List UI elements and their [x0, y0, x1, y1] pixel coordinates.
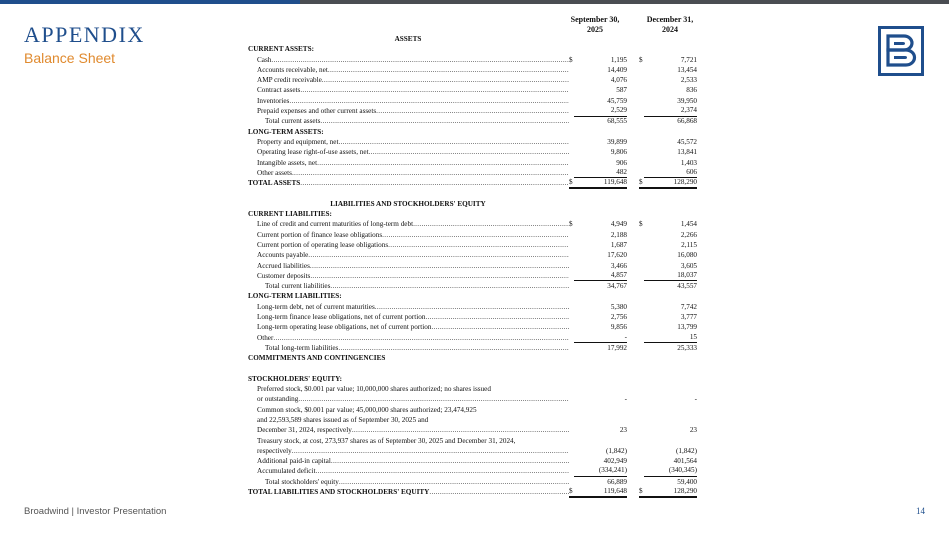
table-row	[248, 127, 703, 137]
value-dec-2024: 3,777	[680, 313, 697, 322]
value-sep-2025: 66,889	[607, 477, 627, 486]
table-row	[248, 65, 703, 75]
value-sep-2025: 2,529	[574, 106, 627, 117]
row-label: STOCKHOLDERS' EQUITY:	[248, 374, 343, 383]
value-dec-2024: 18,037	[644, 271, 697, 282]
row-label: Property and equipment, net .....	[257, 137, 569, 147]
table-row	[248, 374, 703, 384]
dollar-sign: $	[569, 487, 575, 498]
value-dec-2024: (1,842)	[676, 446, 697, 455]
value-sep-2025: 17,992	[607, 343, 627, 352]
value-dec-2024: 2,533	[680, 76, 697, 85]
table-row	[248, 456, 703, 466]
value-dec-2024: 39,950	[677, 96, 697, 105]
table-row	[248, 353, 703, 363]
footer-text: Broadwind | Investor Presentation	[24, 506, 167, 517]
row-spacer	[248, 364, 703, 374]
value-dec-2024: 16,080	[677, 251, 697, 260]
value-sep-2025: 4,076	[610, 76, 627, 85]
value-dec-2024: 1,403	[680, 158, 697, 167]
table-row	[248, 178, 703, 188]
value-sep-2025: 587	[616, 86, 627, 95]
row-label: respectively .....	[257, 446, 569, 456]
dollar-sign: $	[569, 55, 573, 64]
table-row	[248, 147, 703, 157]
row-label: CURRENT LIABILITIES:	[248, 210, 332, 219]
row-label: Long-term operating lease obligations, net of current portion .....	[257, 322, 569, 332]
value-dec-2024: 2,115	[681, 240, 697, 249]
row-label: Long-term finance lease obligations, net of current portion .....	[257, 312, 569, 322]
table-row	[248, 415, 703, 425]
value-dec-2024: 23	[689, 426, 697, 435]
value-dec-2024: 25,333	[677, 343, 697, 352]
value-sep-2025: 906	[616, 158, 627, 167]
value-sep-2025: 68,555	[607, 117, 627, 126]
value-dec-2024: 7,742	[680, 302, 697, 311]
value-sep-2025: 1,687	[610, 240, 627, 249]
row-label: Total current assets .....	[265, 116, 569, 126]
value-sep-2025: 9,856	[610, 323, 627, 332]
dollar-sign: $	[569, 220, 573, 229]
row-label: Other assets .....	[257, 168, 569, 178]
table-row	[248, 116, 703, 126]
table-row	[248, 487, 703, 497]
table-row	[248, 250, 703, 260]
column-header-dec-2024: December 31, 2024	[646, 15, 694, 34]
row-label: and 22,593,589 shares issued as of September 30, 2025 and	[257, 415, 429, 424]
table-row	[248, 333, 703, 343]
row-label: TOTAL LIABILITIES AND STOCKHOLDERS' EQUITY .....	[248, 487, 569, 497]
table-row	[248, 405, 703, 415]
dollar-sign: $	[639, 178, 645, 189]
value-sep-2025: -	[624, 395, 627, 404]
value-sep-2025: 2,188	[610, 230, 627, 239]
value-dec-2024: 2,374	[644, 106, 697, 117]
value-dec-2024: (340,345)	[644, 466, 697, 477]
value-dec-2024: 1,454	[680, 220, 697, 229]
table-row	[248, 271, 703, 281]
row-label: Common stock, $0.001 par value; 45,000,000 shares authorized; 23,474,925	[257, 405, 477, 414]
value-dec-2024: 128,290	[644, 178, 697, 189]
row-label: Other .....	[257, 333, 569, 343]
value-sep-2025: 14,409	[607, 65, 627, 74]
value-dec-2024: 45,572	[677, 137, 697, 146]
table-row	[248, 230, 703, 240]
page-title: APPENDIX	[24, 22, 145, 47]
value-sep-2025: 119,648	[574, 487, 627, 498]
value-sep-2025: 4,857	[574, 271, 627, 282]
value-sep-2025: 17,620	[607, 251, 627, 260]
row-label: Accounts payable .....	[257, 250, 569, 260]
dollar-sign: $	[569, 178, 575, 189]
row-label: Customer deposits .....	[257, 271, 569, 281]
table-row	[248, 446, 703, 456]
row-label: Long-term debt, net of current maturities .....	[257, 302, 569, 312]
value-sep-2025: 402,949	[603, 457, 627, 466]
table-row	[248, 425, 703, 435]
table-row	[248, 394, 703, 404]
balance-sheet-table	[248, 34, 703, 497]
value-dec-2024: 13,454	[677, 65, 697, 74]
value-sep-2025: 3,466	[610, 261, 627, 270]
row-label: Treasury stock, at cost, 273,937 shares as of September 30, 2025 and December 31, 2024,	[257, 436, 516, 445]
table-row	[248, 85, 703, 95]
table-row	[248, 34, 703, 44]
value-dec-2024: 66,868	[677, 117, 697, 126]
table-row	[248, 436, 703, 446]
value-dec-2024: 7,721	[680, 55, 697, 64]
table-row	[248, 96, 703, 106]
value-dec-2024: 836	[686, 86, 697, 95]
row-label: Total stockholders' equity .....	[265, 477, 569, 487]
row-label: Current portion of finance lease obligations .....	[257, 230, 569, 240]
table-row	[248, 106, 703, 116]
row-label: LIABILITIES AND STOCKHOLDERS' EQUITY	[330, 199, 486, 208]
column-header-sep-2025: September 30, 2025	[570, 15, 620, 34]
row-label: Additional paid-in capital .....	[257, 456, 569, 466]
table-row	[248, 261, 703, 271]
table-row	[248, 384, 703, 394]
value-sep-2025: 23	[619, 426, 627, 435]
value-dec-2024: -	[694, 395, 697, 404]
table-row	[248, 240, 703, 250]
row-label: Total current liabilities .....	[265, 281, 569, 291]
row-label: Accumulated deficit .....	[257, 466, 569, 476]
table-row	[248, 75, 703, 85]
value-dec-2024: 128,290	[644, 487, 697, 498]
table-row	[248, 209, 703, 219]
table-row	[248, 312, 703, 322]
row-label: Accrued liabilities .....	[257, 261, 569, 271]
row-label: AMP credit receivable .....	[257, 75, 569, 85]
company-monogram-icon	[878, 26, 924, 76]
value-dec-2024: 606	[644, 168, 697, 179]
value-dec-2024: 401,564	[673, 457, 697, 466]
value-sep-2025: 39,899	[607, 137, 627, 146]
row-label: LONG-TERM ASSETS:	[248, 127, 324, 136]
dollar-sign: $	[639, 220, 643, 229]
value-dec-2024: 15	[644, 333, 697, 344]
table-row	[248, 137, 703, 147]
row-label: CURRENT ASSETS:	[248, 45, 314, 54]
table-row	[248, 219, 703, 229]
table-row	[248, 55, 703, 65]
page-subtitle: Balance Sheet	[24, 50, 116, 66]
table-row	[248, 322, 703, 332]
row-spacer	[248, 188, 703, 198]
value-sep-2025: 2,756	[610, 313, 627, 322]
row-label: COMMITMENTS AND CONTINGENCIES	[248, 354, 386, 363]
row-label: ASSETS	[394, 35, 422, 43]
dollar-sign: $	[639, 55, 643, 64]
value-sep-2025: -	[574, 333, 627, 344]
value-dec-2024: 43,557	[677, 282, 697, 291]
value-sep-2025: 482	[574, 168, 627, 179]
value-sep-2025: 1,195	[610, 55, 627, 64]
table-row	[248, 168, 703, 178]
page-number: 14	[916, 506, 925, 516]
row-label: Operating lease right-of-use assets, net .....	[257, 147, 569, 157]
dollar-sign: $	[639, 487, 645, 498]
row-label: Intangible assets, net .....	[257, 158, 569, 168]
value-dec-2024: 3,605	[680, 261, 697, 270]
table-row	[248, 477, 703, 487]
top-accent-bar-blue	[0, 0, 300, 4]
top-accent-bar-dark	[300, 0, 949, 4]
row-label: Total long-term liabilities .....	[265, 343, 569, 353]
row-label: TOTAL ASSETS .....	[248, 178, 569, 188]
top-accent-bar	[0, 0, 949, 4]
row-label: Preferred stock, $0.001 par value; 10,000,000 shares authorized; no shares issued	[257, 385, 491, 394]
table-row	[248, 291, 703, 301]
value-sep-2025: 34,767	[607, 282, 627, 291]
row-label: December 31, 2024, respectively .....	[257, 425, 569, 435]
value-sep-2025: 45,759	[607, 96, 627, 105]
table-row	[248, 158, 703, 168]
value-sep-2025: (1,842)	[606, 446, 627, 455]
row-label: LONG-TERM LIABILITIES:	[248, 292, 342, 301]
value-dec-2024: 59,400	[677, 477, 697, 486]
value-sep-2025: 4,949	[610, 220, 627, 229]
value-sep-2025: 5,380	[610, 302, 627, 311]
row-label: Accounts receivable, net .....	[257, 65, 569, 75]
value-sep-2025: (334,241)	[574, 466, 627, 477]
table-row	[248, 343, 703, 353]
table-row	[248, 44, 703, 54]
value-sep-2025: 119,648	[574, 178, 627, 189]
row-label: Cash .....	[257, 55, 569, 65]
value-dec-2024: 13,841	[677, 148, 697, 157]
table-row	[248, 281, 703, 291]
row-label: Inventories .....	[257, 96, 569, 106]
table-row	[248, 466, 703, 476]
row-label: Current portion of operating lease obligations .....	[257, 240, 569, 250]
row-label: Contract assets .....	[257, 85, 569, 95]
value-sep-2025: 9,806	[610, 148, 627, 157]
value-dec-2024: 13,799	[677, 323, 697, 332]
table-row	[248, 302, 703, 312]
row-label: Prepaid expenses and other current assets .....	[257, 106, 569, 116]
value-dec-2024: 2,266	[680, 230, 697, 239]
row-label: Line of credit and current maturities of long-term debt .....	[257, 219, 569, 229]
table-row	[248, 199, 703, 209]
row-label: or outstanding .....	[257, 394, 569, 404]
